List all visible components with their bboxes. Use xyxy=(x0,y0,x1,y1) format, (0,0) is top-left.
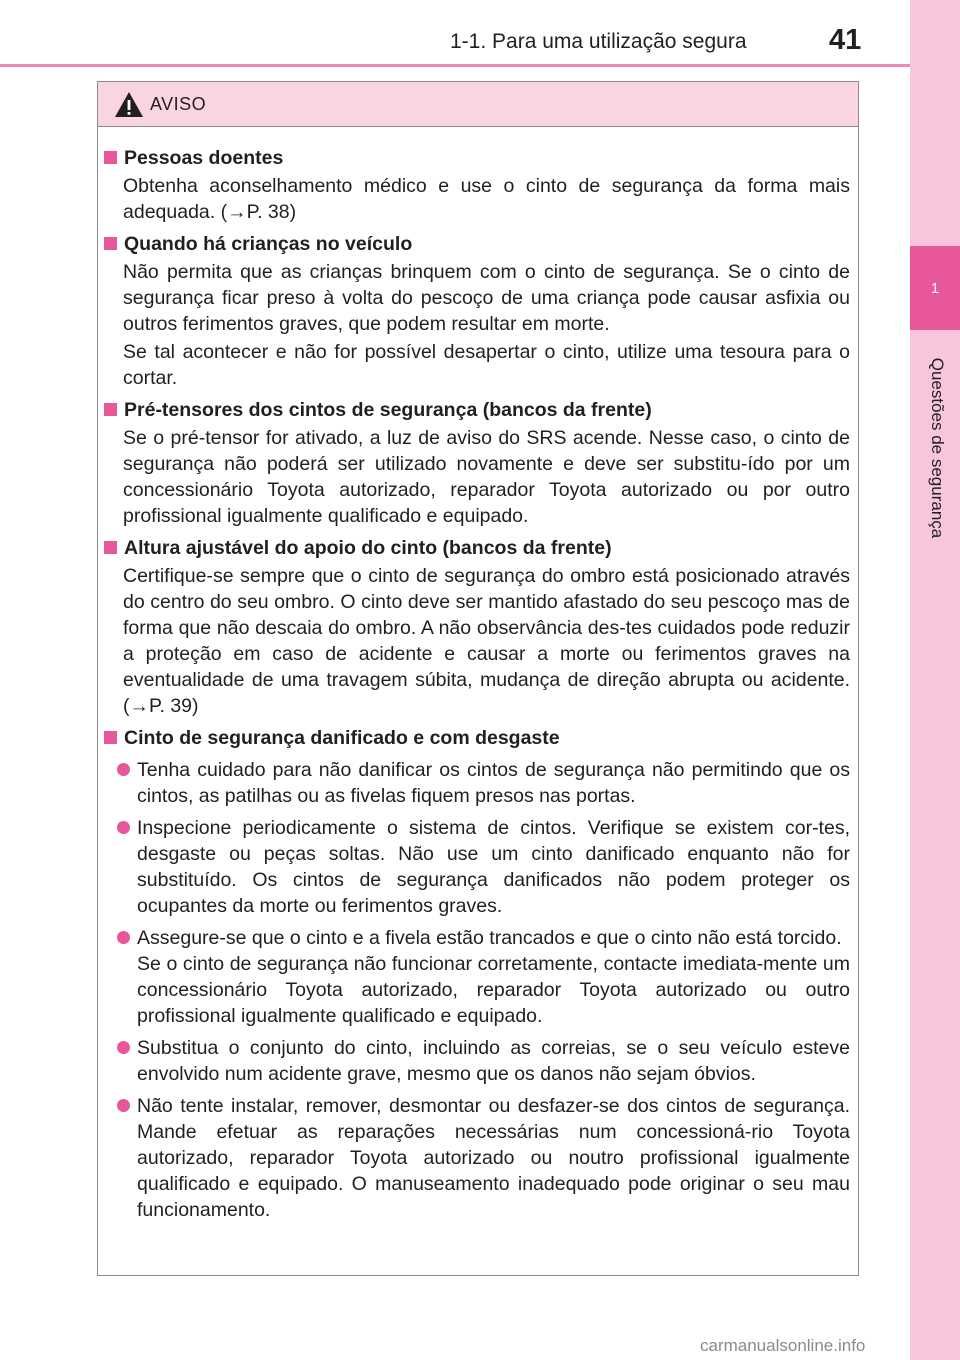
list-item-text: Assegure-se que o cinto e a fivela estão trancados e que o cinto não está torcido. Se o cinto de segurança não funcionar corretamente, contacte imediata-mente um concessionário Toyota autorizado, reparador Toyota autorizado ou outro profissional igualmente qualificado e equipado. xyxy=(137,927,850,1027)
round-bullet-icon xyxy=(117,763,130,776)
section-heading xyxy=(104,535,850,561)
side-tab xyxy=(910,0,960,1360)
list-item-text: Inspecione periodicamente o sistema de cintos. Verifique se existem cor-tes, desgaste ou peças soltas. Não use um cinto danificado enquanto não for substituído. Os cintos de segurança danificados não podem proteger os ocupantes da morte ou ferimentos graves. xyxy=(137,817,850,917)
section-paragraph: Certifique-se sempre que o cinto de segurança do ombro está posicionado através do centro do seu ombro. O cinto deve ser mantido afastado do seu pescoço mas de forma que não descaia do ombro. A não observância des-tes cuidados pode reduzir a proteção em caso de acidente e causar a morte ou ferimentos graves na eventualidade de uma travagem súbita, mudança de direção abrupta ou acidente. (→P. 39) xyxy=(123,565,850,717)
list-item xyxy=(117,1035,850,1087)
list-item-text: Tenha cuidado para não danificar os cintos de segurança não permitindo que os cintos, as patilhas ou as fivelas fiquem presos nas portas. xyxy=(137,759,850,807)
square-bullet-icon xyxy=(104,403,117,416)
section-heading xyxy=(104,231,850,257)
warning-box xyxy=(97,81,859,1276)
list-item-text: Substitua o conjunto do cinto, incluindo as correias, se o seu veículo esteve envolvido num acidente grave, mesmo que os danos não sejam óbvios. xyxy=(137,1037,850,1085)
warning-label: AVISO xyxy=(150,93,207,114)
section-heading-text: Quando há crianças no veículo xyxy=(124,233,413,255)
header-title: 1-1. Para uma utilização segura xyxy=(450,30,747,53)
warning-triangle-icon xyxy=(114,91,144,118)
list-item xyxy=(117,815,850,919)
square-bullet-icon xyxy=(104,731,117,744)
section-heading xyxy=(104,725,850,751)
round-bullet-icon xyxy=(117,821,130,834)
page-number: 41 xyxy=(829,24,862,56)
section-heading-text: Altura ajustável do apoio do cinto (bancos da frente) xyxy=(124,537,612,559)
list-item xyxy=(117,1093,850,1223)
chapter-number: 1 xyxy=(930,279,940,297)
section-heading xyxy=(104,145,850,171)
round-bullet-icon xyxy=(117,1041,130,1054)
section-heading-text: Pessoas doentes xyxy=(124,147,284,169)
section-paragraph: Se o pré-tensor for ativado, a luz de aviso do SRS acende. Nesse caso, o cinto de segurança não poderá ser utilizado novamente e deve ser substitu-ído por um concessionário Toyota autorizado, reparador Toyota autorizado ou por outro profissional igualmente qualificado e equipado. xyxy=(123,427,850,527)
warning-section xyxy=(104,231,850,391)
list-item xyxy=(117,925,850,1029)
side-tab-label: Questões de segurança xyxy=(928,357,947,539)
section-paragraph: Não permita que as crianças brinquem com o cinto de segurança. Se o cinto de segurança ficar preso à volta do pescoço de uma criança pode causar asfixia ou outros ferimentos graves, que podem resultar em morte. xyxy=(123,261,850,335)
warning-section xyxy=(104,397,850,529)
square-bullet-icon xyxy=(104,151,117,164)
watermark: carmanualsonline.info xyxy=(700,1336,866,1355)
section-heading xyxy=(104,397,850,423)
section-heading-text: Pré-tensores dos cintos de segurança (bancos da frente) xyxy=(124,399,652,421)
round-bullet-icon xyxy=(117,931,130,944)
warning-section xyxy=(104,145,850,225)
header-divider xyxy=(0,64,910,67)
section-heading-text: Cinto de segurança danificado e com desgaste xyxy=(124,727,560,749)
round-bullet-icon xyxy=(117,1099,130,1112)
square-bullet-icon xyxy=(104,541,117,554)
warning-section xyxy=(104,535,850,719)
warning-header xyxy=(98,82,858,127)
warning-content xyxy=(98,127,858,1223)
section-paragraph: Se tal acontecer e não for possível desapertar o cinto, utilize uma tesoura para o cortar. xyxy=(123,341,850,389)
section-paragraph: Obtenha aconselhamento médico e use o cinto de segurança da forma mais adequada. (→P. 38) xyxy=(123,175,850,223)
square-bullet-icon xyxy=(104,237,117,250)
list-item xyxy=(117,757,850,809)
warning-section xyxy=(104,725,850,1223)
list-item-text: Não tente instalar, remover, desmontar ou desfazer-se dos cintos de segurança. Mande efetuar as reparações necessárias num concessioná-rio Toyota autorizado, reparador Toyota autorizado ou noutro profissional igualmente qualificado e equipado. O manuseamento inadequado pode originar o seu mau funcionamento. xyxy=(137,1095,850,1221)
